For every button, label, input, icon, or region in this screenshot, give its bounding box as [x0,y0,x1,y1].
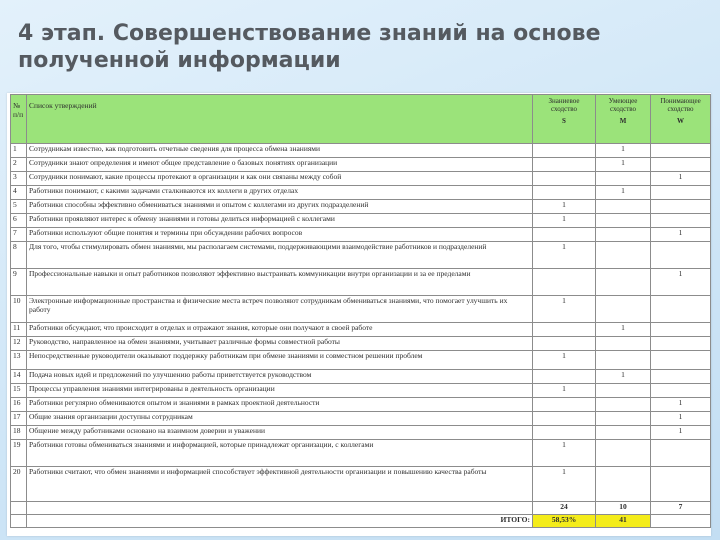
row-number: 5 [11,200,27,214]
row-number: 15 [11,384,27,398]
row-number: 7 [11,228,27,242]
row-statement: Руководство, направленное на обмен знаниями, учитывает различные формы совместной работы [27,337,533,351]
row-number: 18 [11,426,27,440]
blank [11,502,27,515]
row-s-value: 1 [533,242,596,269]
row-w-value: 1 [651,172,711,186]
blank-cell [11,515,27,528]
total-label: ИТОГО: [27,515,533,528]
table-header-row [11,95,711,144]
row-s-value [533,158,596,172]
table-row [11,200,711,214]
row-s-value [533,370,596,384]
row-m-value [596,412,651,426]
row-w-value [651,186,711,200]
table-row [11,144,711,158]
row-s-value [533,426,596,440]
row-s-value [533,398,596,412]
table-row [11,296,711,323]
row-statement: Общие знания организации доступны сотрудникам [27,412,533,426]
table-row [11,384,711,398]
row-s-value: 1 [533,467,596,502]
table-row [11,158,711,172]
header-s [533,95,596,144]
survey-table-sheet [7,93,711,536]
row-w-value [651,144,711,158]
row-m-value [596,467,651,502]
row-statement: Электронные информационные пространства и физические места встреч позволяют сотрудникам обмениваться знаниями, что помогает улучшить их работу [27,296,533,323]
header-number: № п/п [11,95,27,144]
row-s-value [533,186,596,200]
header-statement: Список утверждений [27,95,533,144]
sum-w: 7 [651,502,711,515]
row-statement: Работники понимают, с какими задачами сталкиваются их коллеги в других отделах [27,186,533,200]
row-statement: Общение между работниками основано на взаимном доверии и уважении [27,426,533,440]
table-row [11,269,711,296]
table-row [11,186,711,200]
row-statement: Непосредственные руководители оказывают поддержку работникам при обмене знаниями и совместном решении проблем [27,351,533,370]
row-number: 17 [11,412,27,426]
row-s-value: 1 [533,296,596,323]
blank [27,502,533,515]
row-m-value [596,200,651,214]
header-m [596,95,651,144]
row-m-value: 1 [596,323,651,337]
table-row [11,337,711,351]
row-statement: Для того, чтобы стимулировать обмен знаниями, мы располагаем системами, поддерживающими взаимодействие работников и подразделений [27,242,533,269]
row-w-value [651,467,711,502]
total-m: 41 [596,515,651,528]
sum-s: 24 [533,502,596,515]
table-row [11,440,711,467]
total-percent: 58,53% [533,515,596,528]
header-s-label: Знаниевое сходство [548,97,580,113]
row-m-value [596,384,651,398]
header-w-label: Понимающее сходство [660,97,701,113]
row-statement: Работники считают, что обмен знаниями и информацией способствует эффективной деятельности организации и повышению качества работы [27,467,533,502]
row-m-value [596,296,651,323]
row-w-value [651,242,711,269]
row-m-value: 1 [596,186,651,200]
table-row [11,398,711,412]
row-w-value [651,440,711,467]
row-s-value: 1 [533,214,596,228]
header-w [651,95,711,144]
row-s-value [533,172,596,186]
table-row [11,467,711,502]
table-row [11,323,711,337]
table-row [11,426,711,440]
row-m-value [596,242,651,269]
row-w-value [651,337,711,351]
row-number: 3 [11,172,27,186]
row-w-value: 1 [651,228,711,242]
table-row [11,172,711,186]
row-s-value [533,323,596,337]
row-number: 8 [11,242,27,269]
row-number: 9 [11,269,27,296]
table-row [11,412,711,426]
row-number: 12 [11,337,27,351]
row-m-value: 1 [596,158,651,172]
row-statement: Работники используют общие понятия и термины при обсуждении рабочих вопросов [27,228,533,242]
row-w-value: 1 [651,412,711,426]
row-w-value [651,323,711,337]
table-row [11,214,711,228]
total-row [11,515,711,528]
row-number: 14 [11,370,27,384]
row-statement: Работники способны эффективно обмениваться знаниями и опытом с коллегами из других подразделений [27,200,533,214]
sum-m: 10 [596,502,651,515]
row-w-value [651,200,711,214]
row-statement: Сотрудники понимают, какие процессы протекают в организации и как они связаны между собой [27,172,533,186]
row-w-value [651,370,711,384]
row-s-value [533,412,596,426]
row-s-value [533,269,596,296]
row-statement: Работники проявляют интерес к обмену знаниями и готовы делиться информацией с коллегами [27,214,533,228]
row-m-value [596,172,651,186]
row-number: 16 [11,398,27,412]
row-m-value [596,440,651,467]
row-m-value [596,228,651,242]
row-statement: Профессиональные навыки и опыт работников позволяют эффективно выстраивать коммуникации внутри организации и за ее пределами [27,269,533,296]
row-number: 1 [11,144,27,158]
row-m-value [596,398,651,412]
row-statement: Работники готовы обмениваться знаниями и информацией, которые принадлежат организации, с коллегами [27,440,533,467]
table-row [11,351,711,370]
row-s-value [533,228,596,242]
header-m-label: Умеющее сходство [608,97,638,113]
row-s-value: 1 [533,384,596,398]
table-row [11,242,711,269]
row-s-value: 1 [533,440,596,467]
header-m-code: M [619,117,627,125]
slide-title: 4 этап. Совершенствование знаний на основе полученной информации [18,21,601,73]
row-number: 11 [11,323,27,337]
row-number: 6 [11,214,27,228]
row-m-value [596,337,651,351]
row-w-value: 1 [651,398,711,412]
row-w-value [651,384,711,398]
row-number: 10 [11,296,27,323]
row-w-value [651,158,711,172]
row-m-value: 1 [596,144,651,158]
header-w-code: W [677,117,684,125]
row-s-value [533,144,596,158]
header-s-code: S [562,117,566,125]
table-row [11,228,711,242]
row-statement: Сотрудникам известно, как подготовить отчетные сведения для процесса обмена знаниями [27,144,533,158]
row-statement: Работники регулярно обмениваются опытом и знаниями в рамках проектной деятельности [27,398,533,412]
row-statement: Сотрудники знают определения и имеют общее представление о базовых понятиях организации [27,158,533,172]
row-w-value [651,296,711,323]
row-w-value: 1 [651,269,711,296]
row-m-value: 1 [596,370,651,384]
row-statement: Работники обсуждают, что происходит в отделах и отражают знания, которые они получают в своей работе [27,323,533,337]
survey-table [10,94,711,528]
sums-row [11,502,711,515]
row-statement: Процессы управления знаниями интегрированы в деятельность организации [27,384,533,398]
row-number: 4 [11,186,27,200]
table-row [11,370,711,384]
row-s-value: 1 [533,200,596,214]
row-w-value [651,351,711,370]
row-s-value: 1 [533,351,596,370]
row-statement: Подача новых идей и предложений по улучшению работы приветствуется руководством [27,370,533,384]
blank-cell [651,515,711,528]
row-m-value [596,269,651,296]
row-number: 19 [11,440,27,467]
row-m-value [596,426,651,440]
row-number: 20 [11,467,27,502]
row-m-value [596,351,651,370]
row-number: 2 [11,158,27,172]
row-w-value [651,214,711,228]
row-m-value [596,214,651,228]
row-s-value [533,337,596,351]
row-number: 13 [11,351,27,370]
row-w-value: 1 [651,426,711,440]
